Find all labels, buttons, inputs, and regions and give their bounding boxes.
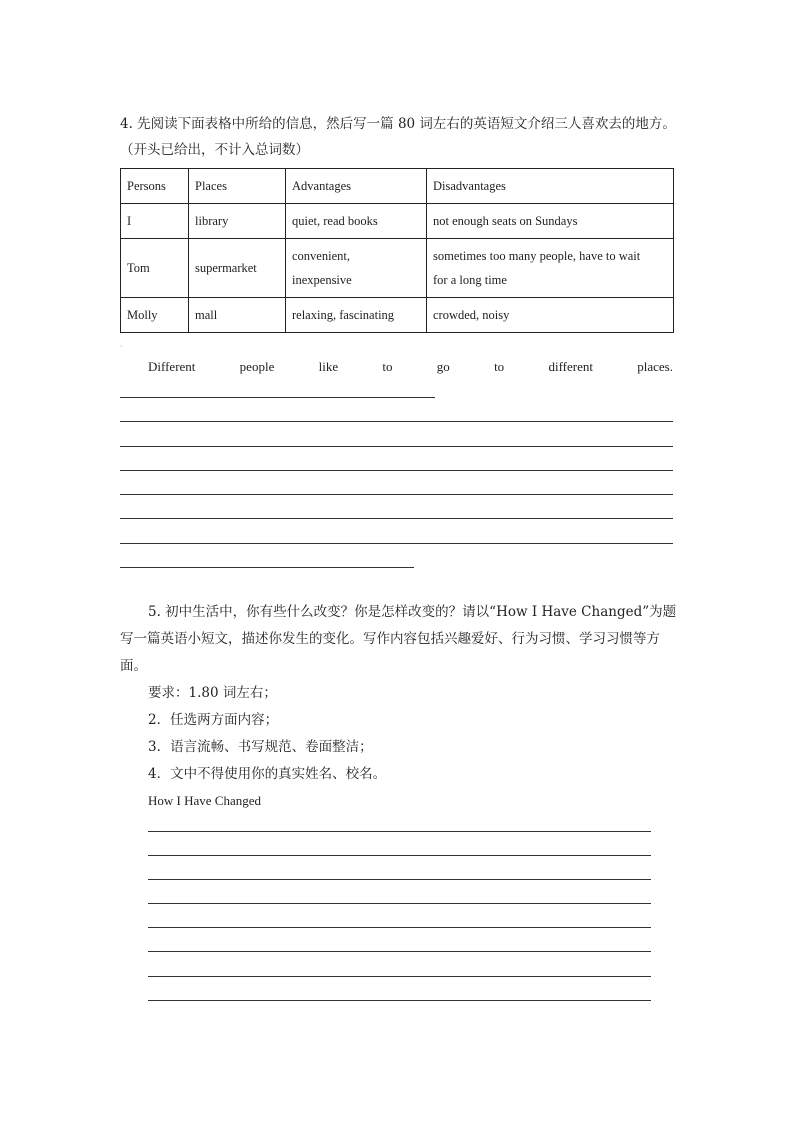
cell-disadvantages: not enough seats on Sundays <box>427 204 674 239</box>
writing-line[interactable] <box>148 855 651 856</box>
cell-advantages <box>286 239 427 298</box>
q4-opening-sentence: Different people like to go to different places. <box>148 359 673 374</box>
writing-line[interactable] <box>148 976 651 977</box>
writing-line[interactable] <box>120 421 673 422</box>
q4-prompt-line1: 4. 先阅读下面表格中所给的信息，然后写一篇 80 词左右的英语短文介绍三人喜欢去的地方。 <box>120 116 676 132</box>
q5-requirement-4: 4．文中不得使用你的真实姓名、校名。 <box>148 766 387 782</box>
cell-place: library <box>189 204 286 239</box>
writing-line[interactable] <box>148 903 651 904</box>
cell-disadvantages <box>427 239 674 298</box>
writing-line[interactable] <box>120 567 414 568</box>
cell-person: I <box>121 204 189 239</box>
writing-line[interactable] <box>148 879 651 880</box>
q5-requirement-2: 2．任选两方面内容； <box>148 712 279 728</box>
writing-line[interactable] <box>120 518 673 519</box>
advantages-line: convenient, <box>292 249 350 263</box>
q5-requirement-3: 3．语言流畅、书写规范、卷面整洁； <box>148 739 373 755</box>
writing-line[interactable] <box>120 397 435 398</box>
writing-line[interactable] <box>120 494 673 495</box>
writing-line[interactable] <box>148 831 651 832</box>
writing-line[interactable] <box>120 470 673 471</box>
cell-person: Molly <box>121 298 189 333</box>
q4-prompt-line2: （开头已给出，不计入总词数） <box>120 142 309 158</box>
essay-title: How I Have Changed <box>148 793 261 808</box>
disadvantages-line: sometimes too many people, have to wait <box>433 249 641 263</box>
disadvantages-line: for a long time <box>433 273 507 287</box>
writing-line[interactable] <box>120 446 673 447</box>
advantages-line: inexpensive <box>292 273 352 287</box>
header-disadvantages: Disadvantages <box>427 169 674 204</box>
q5-prompt-line2: 写一篇英语小短文，描述你发生的变化。写作内容包括兴趣爱好、行为习惯、学习习惯等方 <box>120 631 660 647</box>
header-persons: Persons <box>121 169 189 204</box>
writing-line[interactable] <box>148 927 651 928</box>
writing-line[interactable] <box>148 951 651 952</box>
cell-person: Tom <box>121 239 189 298</box>
q5-prompt-line1: 5. 初中生活中，你有些什么改变？你是怎样改变的？请以“How I Have Changed”为题 <box>148 604 677 620</box>
cell-disadvantages: crowded, noisy <box>427 298 674 333</box>
writing-line[interactable] <box>148 1000 651 1001</box>
cell-advantages: relaxing, fascinating <box>286 298 427 333</box>
table-row <box>121 239 674 298</box>
cell-place: mall <box>189 298 286 333</box>
cell-place: supermarket <box>189 239 286 298</box>
q5-prompt-line3: 面。 <box>120 658 147 674</box>
table-row <box>121 298 674 333</box>
header-places: Places <box>189 169 286 204</box>
table-header-row <box>121 169 674 204</box>
table-row <box>121 204 674 239</box>
header-advantages: Advantages <box>286 169 427 204</box>
info-table <box>120 168 674 333</box>
paragraph-mark: · <box>120 342 123 351</box>
writing-line[interactable] <box>120 543 673 544</box>
q5-requirement-1: 要求：1.80 词左右； <box>148 685 277 701</box>
cell-advantages: quiet, read books <box>286 204 427 239</box>
